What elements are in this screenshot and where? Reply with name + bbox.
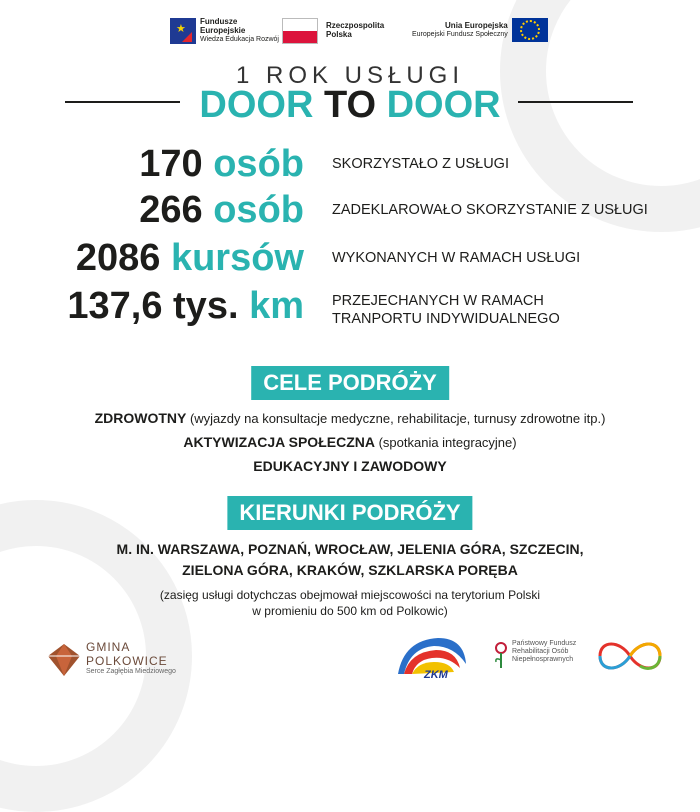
goal-detail: (wyjazdy na konsultacje medyczne, rehabilitacje, turnusy zdrowotne itp.) (186, 411, 606, 426)
zkm-text: ZKM (424, 669, 448, 680)
rp-name-line1: Rzeczpospolita (326, 21, 385, 30)
stat-description: PRZEJECHANYCH W RAMACH (332, 293, 544, 309)
directions-heading: KIERUNKI PODRÓŻY (227, 496, 472, 530)
header-subtitle: 1 ROK USŁUGI (235, 62, 465, 89)
title-door-1: DOOR (199, 84, 314, 126)
fe-name-line1: Fundusze (200, 17, 238, 26)
goal-item (0, 410, 700, 426)
stat-unit: osób (213, 143, 304, 185)
stat-description-line2: TRANPORTU INDYWIDUALNEGO (332, 311, 560, 327)
stat-number: 266 (139, 189, 203, 231)
infinity-logo (594, 636, 666, 676)
destinations-line: M. IN. WARSZAWA, POZNAŃ, WROCŁAW, JELENIA GÓRA, SZCZECIN, (116, 541, 584, 557)
pfron-line3: Niepełnosprawnych (512, 656, 574, 663)
goals-heading: CELE PODRÓŻY (251, 366, 449, 400)
goal-detail: (spotkania integracyjne) (374, 435, 517, 450)
stat-unit: kursów (170, 237, 304, 279)
page-title (0, 84, 700, 127)
footer-logos (0, 630, 700, 690)
stat-row (0, 238, 700, 278)
funding-logos-bar (0, 14, 700, 54)
goal-item (0, 458, 700, 474)
pfron-line1: Państwowy Fundusz (512, 640, 577, 647)
stat-unit: osób (213, 189, 304, 231)
goal-name: EDUKACYJNY I ZAWODOWY (253, 458, 447, 474)
gmina-polkowice-icon (46, 642, 82, 678)
rp-name-line2: Polska (326, 30, 352, 39)
stat-description: SKORZYSTAŁO Z USŁUGI (332, 156, 509, 172)
fe-name-line2: Europejskie (200, 26, 246, 35)
goal-name: ZDROWOTNY (94, 410, 187, 426)
fundusze-europejskie-logo (170, 18, 279, 44)
stat-number: 137,6 tys. (67, 285, 239, 327)
fundusze-europejskie-icon: ★ (170, 18, 196, 44)
destinations-line: ZIELONA GÓRA, KRAKÓW, SZKLARSKA PORĘBA (182, 562, 518, 578)
stat-row (0, 144, 700, 184)
pfron-line2: Rehabilitacji Osób (512, 648, 569, 655)
range-note: w promieniu do 500 km od Polkowic) (252, 604, 448, 618)
stat-unit: km (249, 285, 304, 327)
gmina-polkowice-logo (86, 640, 176, 675)
stat-description: WYKONANYCH W RAMACH USŁUGI (332, 250, 581, 266)
stat-row (0, 286, 700, 326)
goal-item (0, 434, 700, 450)
polkowice-label: POLKOWICE (86, 654, 168, 668)
rzeczpospolita-polska-logo (282, 18, 384, 44)
ue-name-line1: Unia Europejska (445, 20, 508, 30)
gmina-label: GMINA (86, 640, 131, 654)
stat-row (0, 190, 700, 230)
title-to: TO (323, 84, 377, 126)
goal-name: AKTYWIZACJA SPOŁECZNA (183, 434, 375, 450)
flower-icon (494, 642, 508, 668)
polish-flag-icon (282, 18, 318, 44)
zkm-logo (394, 634, 470, 680)
stat-number: 170 (139, 143, 203, 185)
stat-description: ZADEKLAROWAŁO SKORZYSTANIE Z USŁUGI (332, 202, 648, 218)
gmina-tagline: Serce Zagłębia Miedziowego (86, 668, 176, 675)
range-note: (zasięg usługi dotychczas obejmował miejscowości na terytorium Polski (159, 588, 541, 602)
eu-flag-icon (512, 18, 548, 42)
stat-number: 2086 (75, 237, 161, 279)
fe-name-line3: Wiedza Edukacja Rozwój (200, 36, 279, 43)
unia-europejska-logo (412, 18, 548, 42)
ue-name-line2: Europejski Fundusz Społeczny (412, 30, 508, 38)
title-door-2: DOOR (386, 84, 501, 126)
